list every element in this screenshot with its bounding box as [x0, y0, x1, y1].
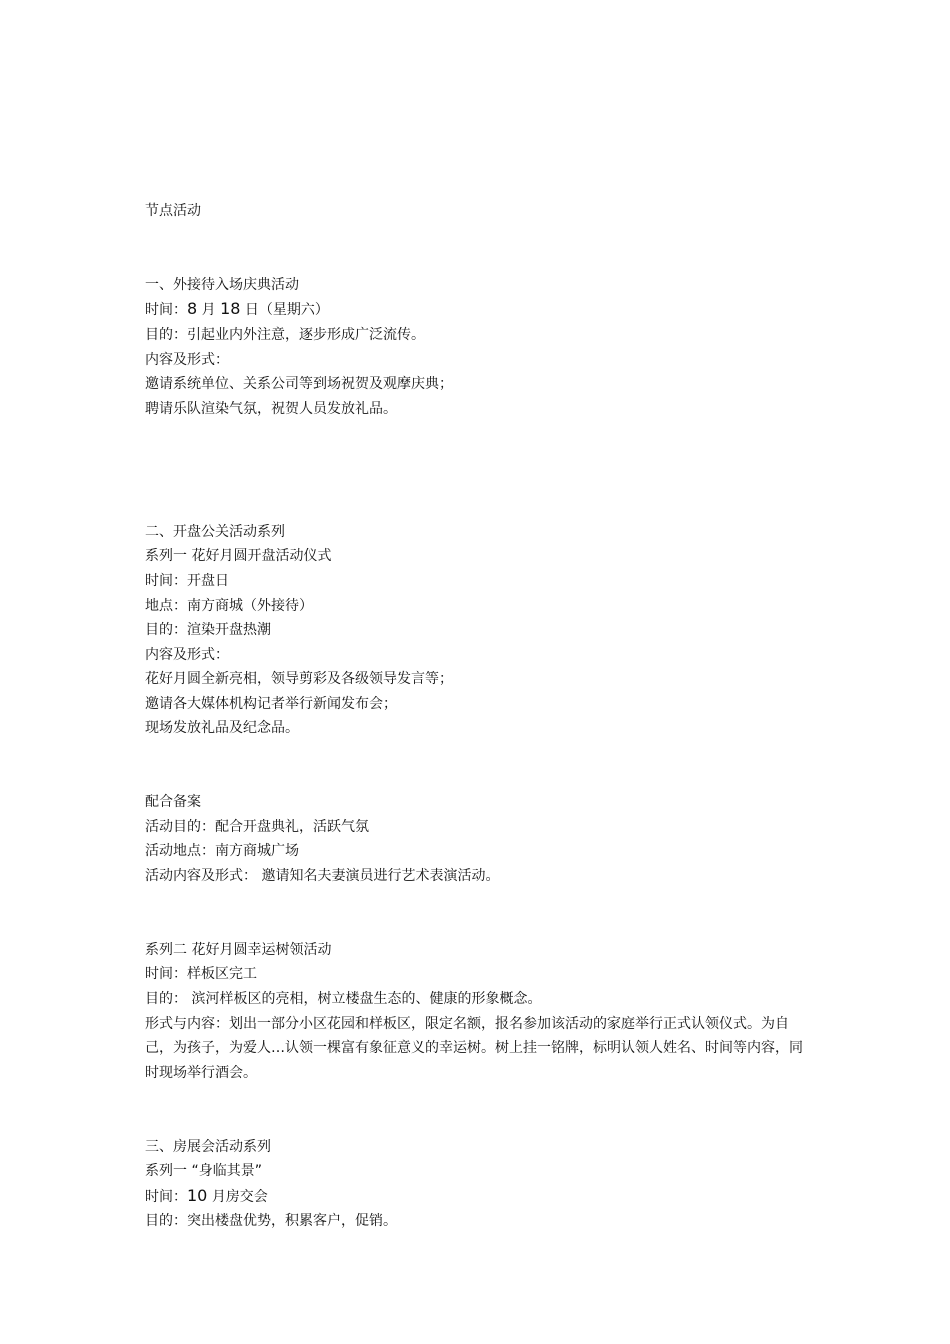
backup-plan-purpose: 活动目的：配合开盘典礼，活跃气氛 [145, 818, 369, 835]
section3-purpose: 目的：突出楼盘优势，积累客户，促销。 [145, 1213, 397, 1230]
backup-plan-content: 活动内容及形式： 邀请知名夫妻演员进行艺术表演活动。 [145, 868, 500, 885]
document-title: 节点活动 [145, 203, 201, 219]
section3-time: 时间：10 月房交会 [145, 1185, 268, 1205]
section1-item: 邀请系统单位、关系公司等到场祝贺及观摩庆典； [145, 376, 453, 393]
backup-plan-title: 配合备案 [145, 794, 201, 811]
section2-item: 现场发放礼品及纪念品。 [145, 720, 299, 737]
section3-heading: 三、房展会活动系列 [145, 1138, 271, 1155]
section2-time: 时间：开盘日 [145, 572, 229, 589]
section1-content-label: 内容及形式： [145, 351, 229, 368]
section1-time: 时间：8 月 18 日（星期六） [145, 299, 329, 319]
section1-purpose: 目的：引起业内外注意，逐步形成广泛流传。 [145, 326, 425, 343]
section2-series1-title: 系列一 花好月圆开盘活动仪式 [145, 548, 332, 565]
backup-plan-place: 活动地点：南方商城广场 [145, 843, 299, 860]
section2-purpose: 目的：渲染开盘热潮 [145, 622, 271, 639]
section2-series2-title: 系列二 花好月圆幸运树领活动 [145, 941, 332, 958]
series2-purpose: 目的： 滨河样板区的亮相，树立楼盘生态的、健康的形象概念。 [145, 991, 542, 1007]
section1-item: 聘请乐队渲染气氛，祝贺人员发放礼品。 [145, 400, 397, 417]
section2-heading: 二、开盘公关活动系列 [145, 523, 285, 540]
series2-time: 时间：样板区完工 [145, 966, 257, 983]
series2-form: 形式与内容：划出一部分小区花园和样板区，限定名额，报名参加该活动的家庭举行正式认领仪式。为自己，为孩子，为爱人…认领一棵富有象征意义的幸运树。树上挂一铭牌，标明认领人姓名、时间等内容，同时现场举行酒会。 [145, 1015, 803, 1081]
section1-heading: 一、外接待入场庆典活动 [145, 276, 299, 293]
section2-place: 地点：南方商城（外接待） [145, 597, 313, 614]
section2-content-label: 内容及形式： [145, 646, 229, 663]
section2-item: 花好月圆全新亮相，领导剪彩及各级领导发言等； [145, 671, 453, 688]
section3-series1-title: 系列一 “身临其景” [145, 1163, 262, 1180]
document-page [145, 0, 810, 1234]
section2-item: 邀请各大媒体机构记者举行新闻发布会； [145, 695, 397, 712]
